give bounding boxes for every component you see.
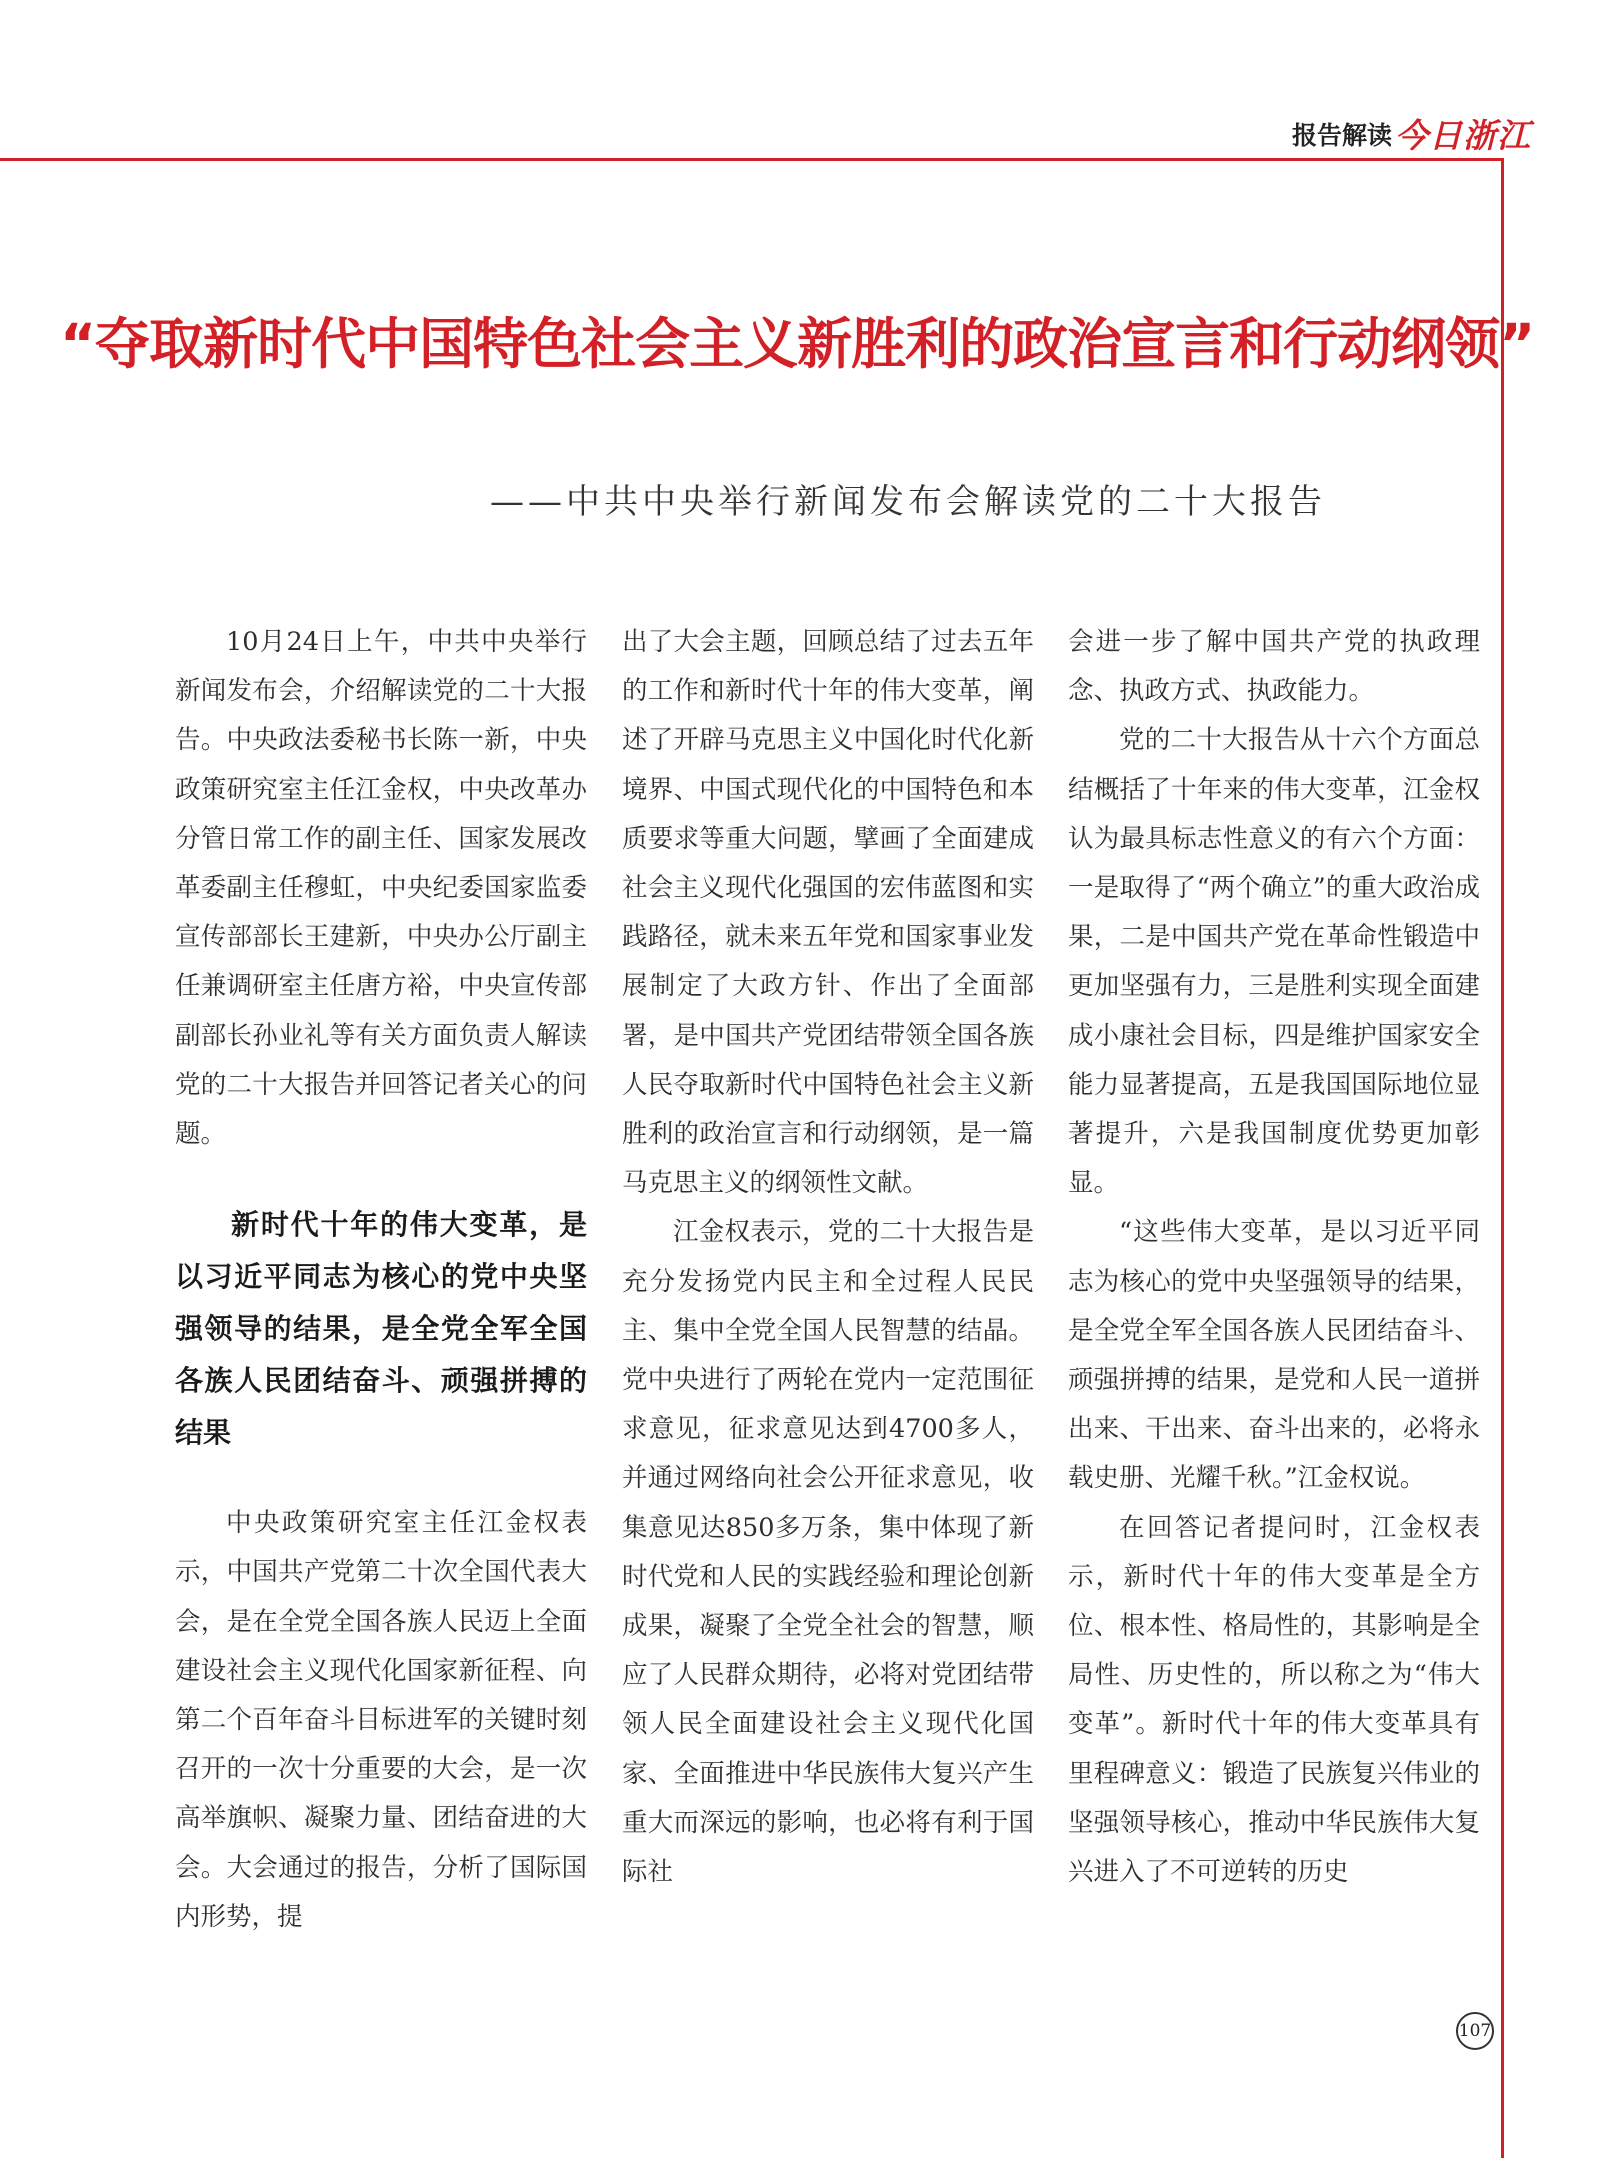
- section-label: 报告解读: [1292, 121, 1393, 150]
- paragraph: 会进一步了解中国共产党的执政理念、执政方式、执政能力。: [1068, 627, 1480, 707]
- text-column-3: [1068, 618, 1480, 1897]
- paragraph: 中央政策研究室主任江金权表示，中国共产党第二十次全国代表大会，是在全党全国各族人民迈上全面建设社会主义现代化国家新征程、向第二个百年奋斗目标进军的关键时刻召开的一次十分重要的大会，是一次高举旗帜、凝聚力量、团结奋进的大会。大会通过的报告，分析了国际国内形势，提: [175, 1508, 587, 1932]
- page-border-rule: [1501, 158, 1504, 2158]
- paragraph: 10月24日上午，中共中央举行新闻发布会，介绍解读党的二十大报告。中央政法委秘书长陈一新，中央政策研究室主任江金权，中央改革办分管日常工作的副主任、国家发展改革委副主任穆虹，中央纪委国家监委宣传部部长王建新，中央办公厅副主任兼调研室主任唐方裕，中央宣传部副部长孙业礼等有关方面负责人解读党的二十大报告并回答记者关心的问题。: [175, 627, 587, 1150]
- header-rule: [0, 158, 1504, 161]
- article-subtitle: ——中共中央举行新闻发布会解读党的二十大报告: [490, 482, 1326, 522]
- magazine-logo: 今日浙江: [1395, 116, 1531, 155]
- paragraph: 出了大会主题，回顾总结了过去五年的工作和新时代十年的伟大变革，阐述了开辟马克思主义中国化时代化新境界、中国式现代化的中国特色和本质要求等重大问题，擘画了全面建成社会主义现代化强国的宏伟蓝图和实践路径，就未来五年党和国家事业发展制定了大政方针、作出了全面部署，是中国共产党团结带领全国各族人民夺取新时代中国特色社会主义新胜利的政治宣言和行动纲领，是一篇马克思主义的纲领性文献。: [622, 627, 1034, 1199]
- text-column-2: [622, 618, 1034, 1897]
- paragraph: 江金权表示，党的二十大报告是充分发扬党内民主和全过程人民民主、集中全党全国人民智慧的结晶。党中央进行了两轮在党内一定范围征求意见，征求意见达到4700多人，并通过网络向社会公开征求意见，收集意见达850多万条，集中体现了新时代党和人民的实践经验和理论创新成果，凝聚了全党全社会的智慧，顺应了人民群众期待，必将对党团结带领人民全面建设社会主义现代化国家、全面推进中华民族伟大复兴产生重大而深远的影响，也必将有利于国际社: [622, 1217, 1034, 1888]
- text-column-1: [175, 618, 587, 1942]
- paragraph: “这些伟大变革，是以习近平同志为核心的党中央坚强领导的结果，是全党全军全国各族人民团结奋斗、顽强拼搏的结果，是党和人民一道拼出来、干出来、奋斗出来的，必将永载史册、光耀千秋。”江金权说。: [1068, 1217, 1480, 1494]
- section-heading: 新时代十年的伟大变革，是以习近平同志为核心的党中央坚强领导的结果，是全党全军全国各族人民团结奋斗、顽强拼搏的结果: [175, 1208, 587, 1450]
- paragraph: 党的二十大报告从十六个方面总结概括了十年来的伟大变革，江金权认为最具标志性意义的有六个方面：一是取得了“两个确立”的重大政治成果，二是中国共产党在革命性锻造中更加坚强有力，三是胜利实现全面建成小康社会目标，四是维护国家安全能力显著提高，五是我国国际地位显著提升，六是我国制度优势更加彰显。: [1068, 725, 1480, 1199]
- paragraph: 在回答记者提问时，江金权表示，新时代十年的伟大变革是全方位、根本性、格局性的，其影响是全局性、历史性的，所以称之为“伟大变革”。新时代十年的伟大变革具有里程碑意义：锻造了民族复兴伟业的坚强领导核心，推动中华民族伟大复兴进入了不可逆转的历史: [1068, 1512, 1480, 1888]
- page-number: 107: [1456, 2012, 1494, 2050]
- article-title: “夺取新时代中国特色社会主义新胜利的政治宣言和行动纲领”: [60, 312, 1535, 376]
